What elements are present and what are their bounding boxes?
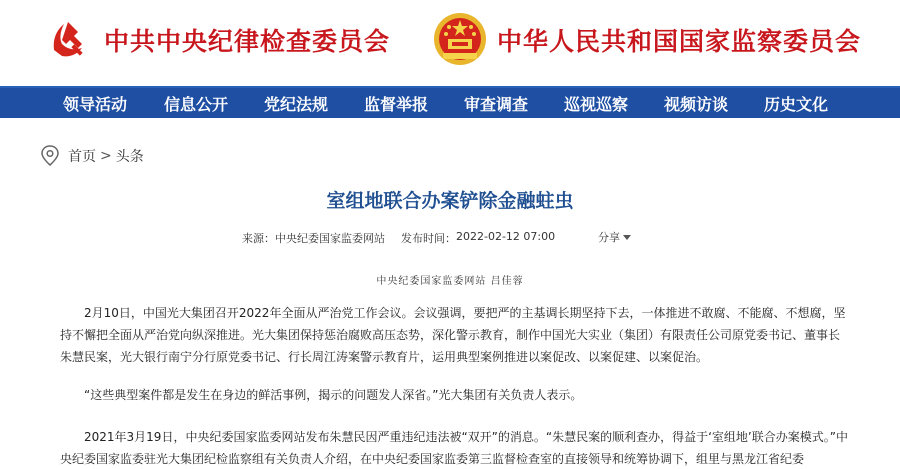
nav-item-inspection[interactable]: 巡视巡察 (564, 95, 629, 114)
main-nav (0, 86, 900, 118)
location-pin-icon (40, 145, 60, 167)
nav-item-history[interactable]: 历史文化 (764, 95, 829, 114)
nav-item-info-disclosure[interactable]: 信息公开 (164, 95, 229, 114)
breadcrumb (40, 144, 144, 168)
cpc-ccdi-title[interactable]: 中共中央纪律检查委员会 (104, 27, 391, 56)
source-value: 中央纪委国家监委网站 (275, 232, 385, 245)
national-emblem-icon[interactable] (433, 11, 487, 67)
nav-item-regulations[interactable]: 党纪法规 (264, 95, 329, 114)
breadcrumb-current-link[interactable]: 头条 (115, 149, 144, 165)
breadcrumb-separator: > (100, 148, 112, 164)
nav-item-leadership[interactable]: 领导活动 (63, 95, 128, 114)
article-paragraph: “这些典型案件都是发生在身边的鲜活事例，揭示的问题发人深省。”光大集团有关负责人表示。 (84, 388, 583, 402)
site-header (0, 0, 900, 86)
article-title: 室组地联合办案铲除金融蛀虫 (326, 190, 574, 212)
chevron-down-icon (623, 235, 631, 240)
breadcrumb-home-link[interactable]: 首页 (68, 149, 96, 165)
time-value: 2022-02-12 07:00 (456, 230, 556, 243)
share-button[interactable] (598, 229, 631, 245)
author-line: 中央纪委国家监委网站 吕佳蓉 (376, 276, 524, 287)
article-paragraph: 2021年3月19日，中央纪委国家监委网站发布朱慧民因严重违纪违法被“双开”的消息。“朱慧民案的顺利查办，得益于‘室组地’联合办案模式。”中央纪委国家监委驻光大集团纪检监察组有关负责人介绍，在中央纪委国家监委第三监督检查室的直接领导和统筹协调下，组里与黑龙江省纪委 (60, 430, 848, 466)
share-label: 分享 (598, 231, 620, 244)
article-paragraph: 2月10日，中国光大集团召开2022年全面从严治党工作会议。会议强调，要把严的主基调长期坚持下去，一体推进不敢腐、不能腐、不想腐，坚持不懈把全面从严治党向纵深推进。光大集团保持惩治腐败高压态势，深化警示教育，制作中国光大实业（集团）有限责任公司原党委书记、董事长朱慧民案，光大银行南宁分行原党委书记、行长周江涛案警示教育片，运用典型案例推进以案促改、以案促建、以案促治。 (60, 306, 846, 364)
source-label: 来源： (242, 232, 275, 245)
time-label: 发布时间： (401, 232, 456, 245)
nav-item-investigation[interactable]: 审查调查 (464, 95, 529, 114)
nsc-title[interactable]: 中华人民共和国国家监察委员会 (497, 27, 862, 56)
nav-item-video[interactable]: 视频访谈 (664, 95, 729, 114)
nav-item-reporting[interactable]: 监督举报 (364, 95, 429, 114)
party-emblem-icon[interactable] (44, 14, 94, 64)
